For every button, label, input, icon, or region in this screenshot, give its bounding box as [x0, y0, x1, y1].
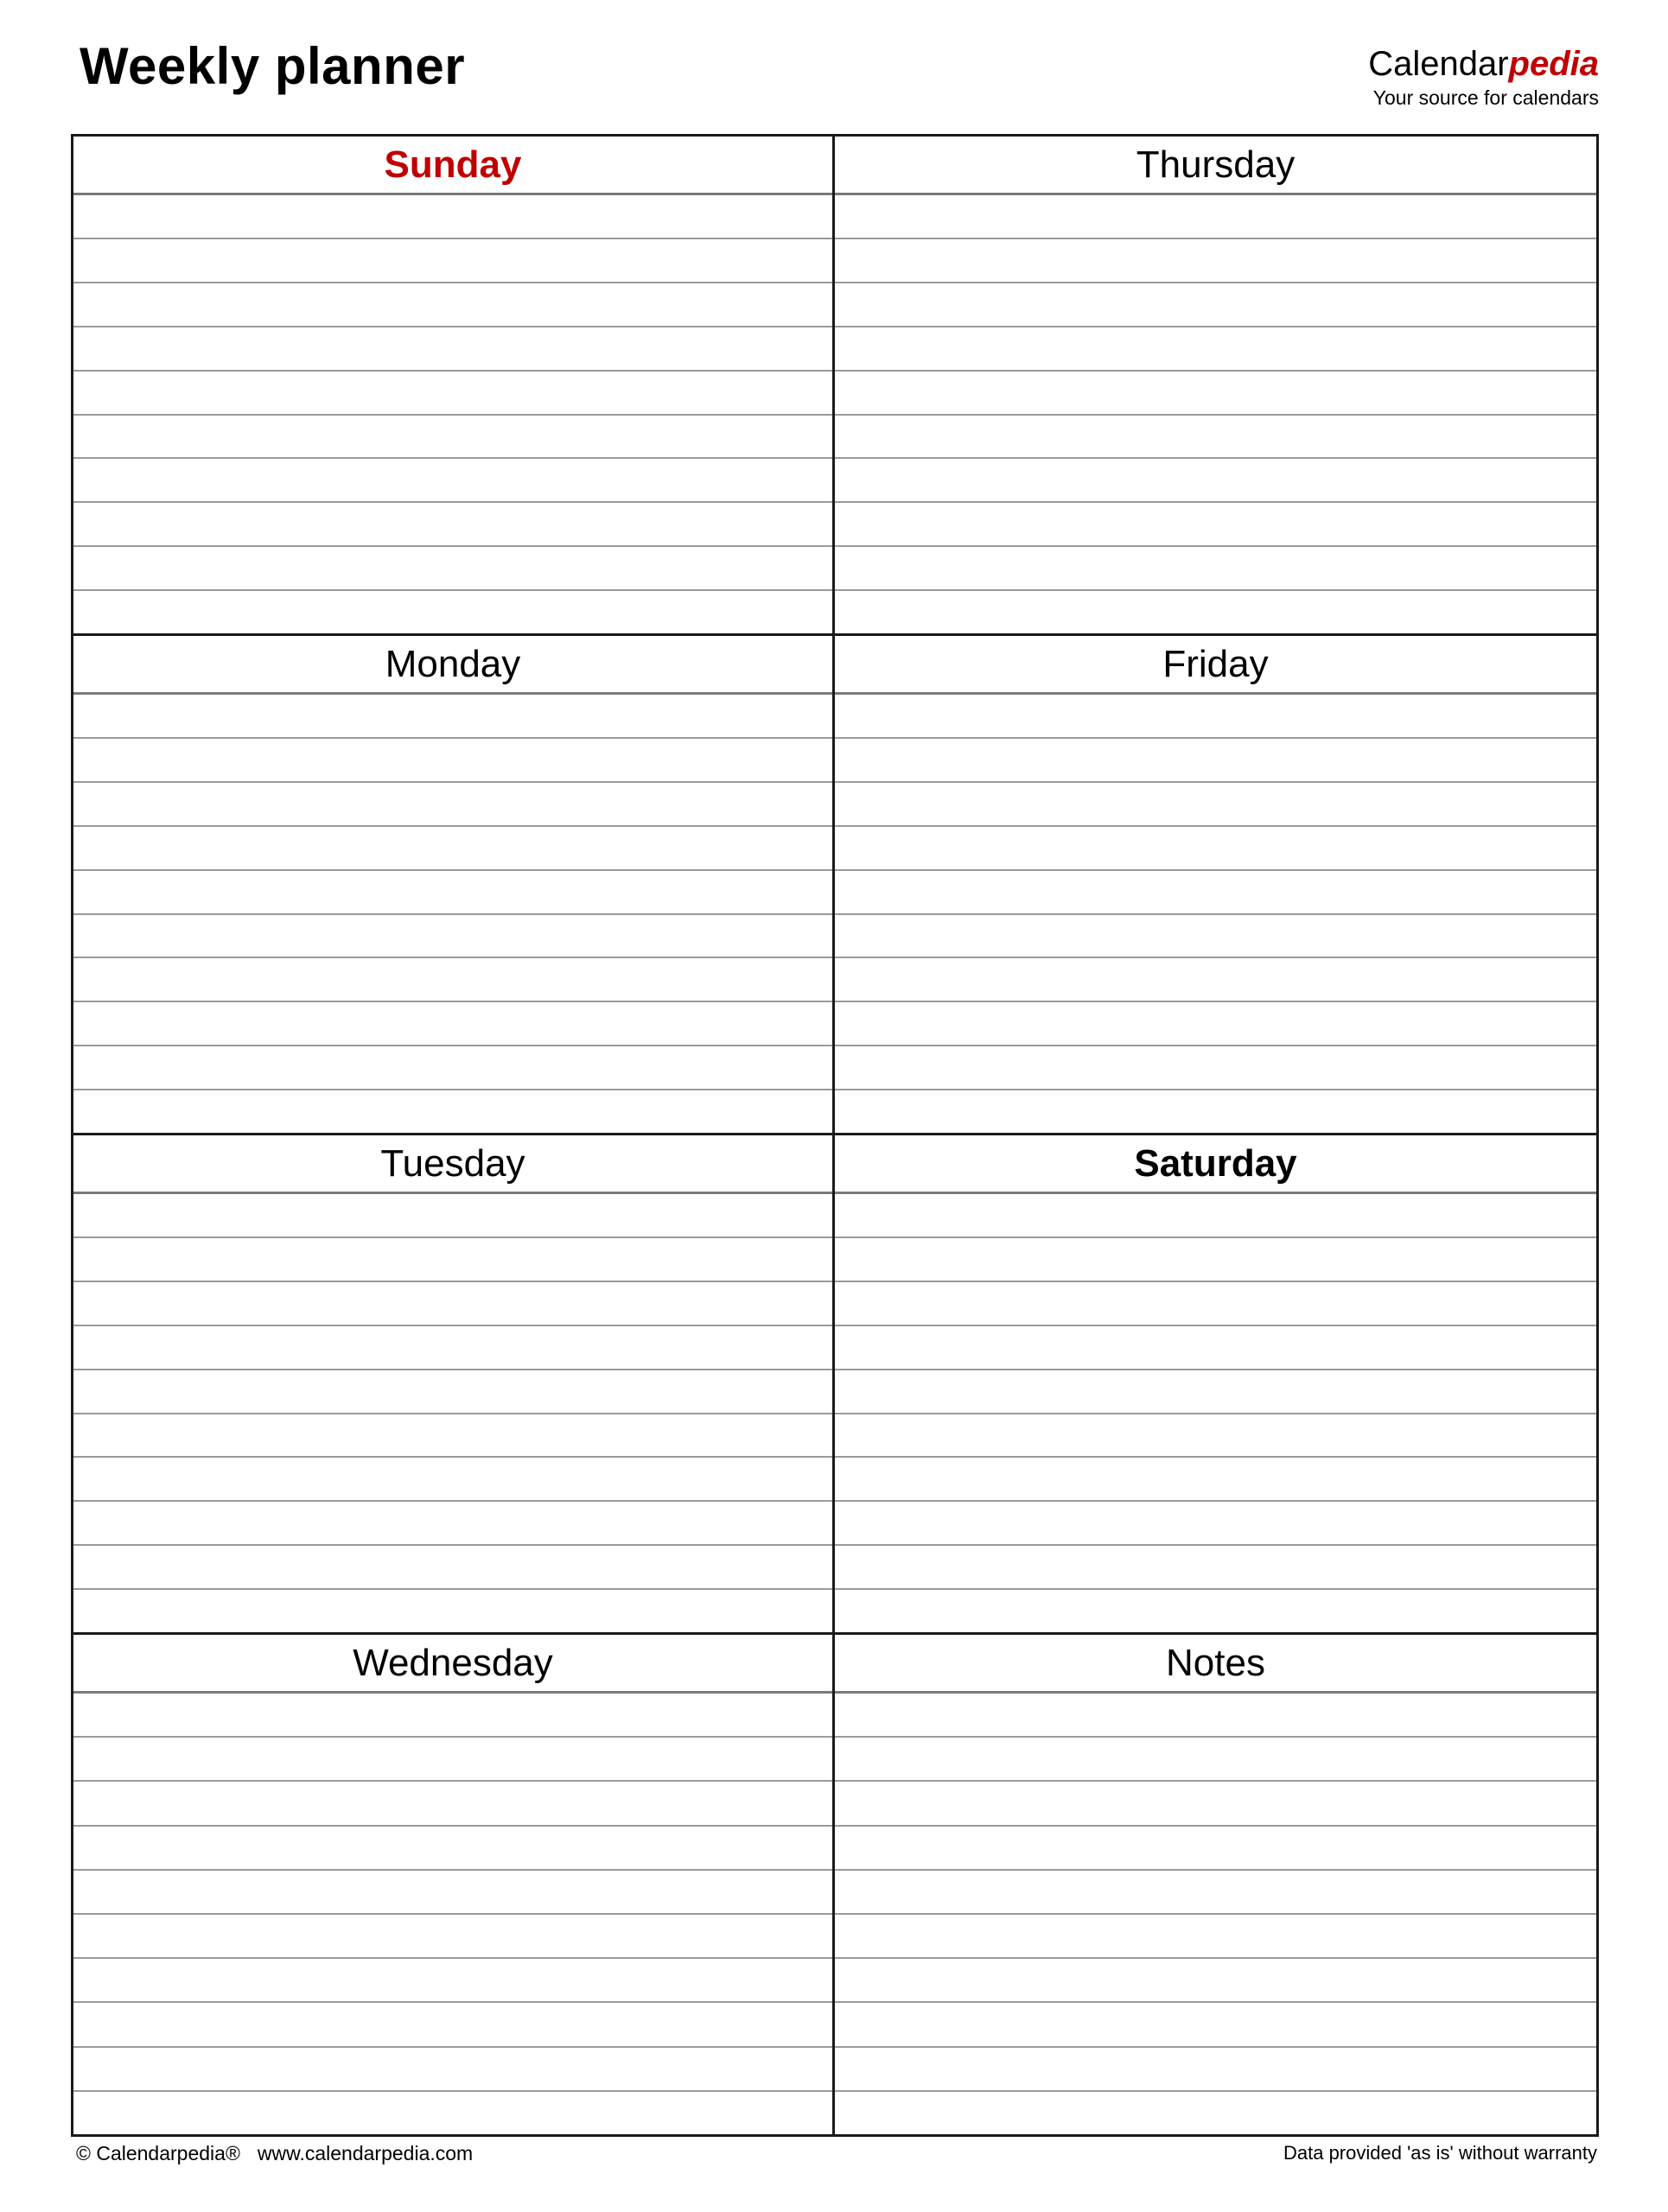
- section-tuesday: [73, 1135, 835, 1635]
- writing-line[interactable]: [73, 1370, 832, 1414]
- writing-line[interactable]: [835, 591, 1596, 633]
- writing-line[interactable]: [73, 871, 832, 915]
- writing-line[interactable]: [835, 1238, 1596, 1282]
- footer-left: [76, 2142, 473, 2165]
- day-header-friday: Friday: [835, 636, 1596, 695]
- writing-line[interactable]: [835, 372, 1596, 416]
- writing-lines[interactable]: [835, 195, 1596, 633]
- writing-line[interactable]: [835, 2048, 1596, 2092]
- writing-line[interactable]: [835, 1046, 1596, 1090]
- writing-line[interactable]: [835, 915, 1596, 959]
- writing-line[interactable]: [835, 1414, 1596, 1459]
- writing-line[interactable]: [835, 1502, 1596, 1546]
- writing-line[interactable]: [73, 1871, 832, 1915]
- writing-line[interactable]: [73, 1002, 832, 1046]
- brand-logo: [1368, 43, 1599, 109]
- writing-lines[interactable]: [73, 195, 832, 633]
- day-header-thursday: Thursday: [835, 137, 1596, 195]
- writing-line[interactable]: [835, 195, 1596, 239]
- section-notes: [835, 1635, 1596, 2134]
- writing-line[interactable]: [73, 739, 832, 783]
- writing-line[interactable]: [835, 327, 1596, 372]
- writing-line[interactable]: [835, 827, 1596, 871]
- writing-line[interactable]: [73, 827, 832, 871]
- writing-line[interactable]: [835, 547, 1596, 591]
- writing-line[interactable]: [73, 1959, 832, 2003]
- writing-line[interactable]: [835, 695, 1596, 739]
- writing-line[interactable]: [73, 1194, 832, 1238]
- writing-line[interactable]: [835, 1458, 1596, 1502]
- writing-line[interactable]: [73, 591, 832, 633]
- writing-line[interactable]: [835, 783, 1596, 827]
- day-header-notes: Notes: [835, 1635, 1596, 1694]
- writing-line[interactable]: [835, 1959, 1596, 2003]
- writing-line[interactable]: [73, 783, 832, 827]
- writing-line[interactable]: [73, 1414, 832, 1459]
- writing-line[interactable]: [835, 1326, 1596, 1370]
- writing-line[interactable]: [835, 1827, 1596, 1871]
- brand-name-part1: Calendar: [1368, 45, 1509, 83]
- writing-line[interactable]: [73, 958, 832, 1002]
- section-monday: [73, 636, 835, 1135]
- section-wednesday: [73, 1635, 835, 2134]
- footer-url[interactable]: www.calendarpedia.com: [257, 2142, 474, 2164]
- section-thursday: [835, 137, 1596, 636]
- writing-line[interactable]: [835, 1002, 1596, 1046]
- writing-line[interactable]: [835, 1282, 1596, 1326]
- writing-line[interactable]: [835, 2092, 1596, 2134]
- writing-line[interactable]: [835, 871, 1596, 915]
- writing-line[interactable]: [73, 1738, 832, 1782]
- writing-line[interactable]: [73, 1326, 832, 1370]
- brand-name-part2: pedia: [1508, 45, 1599, 83]
- writing-line[interactable]: [835, 2003, 1596, 2047]
- writing-line[interactable]: [73, 239, 832, 283]
- writing-line[interactable]: [835, 239, 1596, 283]
- writing-line[interactable]: [835, 503, 1596, 547]
- writing-line[interactable]: [73, 695, 832, 739]
- writing-lines[interactable]: [835, 1194, 1596, 1632]
- writing-line[interactable]: [73, 195, 832, 239]
- footer-disclaimer: Data provided 'as is' without warranty: [1283, 2142, 1597, 2164]
- writing-lines[interactable]: [73, 1194, 832, 1632]
- day-header-monday: Monday: [73, 636, 832, 695]
- writing-line[interactable]: [835, 1546, 1596, 1590]
- writing-line[interactable]: [835, 1370, 1596, 1414]
- day-header-wednesday: Wednesday: [73, 1635, 832, 1694]
- footer-copyright: © Calendarpedia®: [76, 2142, 240, 2164]
- writing-line[interactable]: [835, 1738, 1596, 1782]
- writing-line[interactable]: [835, 1194, 1596, 1238]
- writing-line[interactable]: [835, 416, 1596, 460]
- writing-line[interactable]: [73, 915, 832, 959]
- writing-line[interactable]: [73, 1090, 832, 1133]
- writing-line[interactable]: [835, 739, 1596, 783]
- writing-line[interactable]: [73, 283, 832, 327]
- writing-line[interactable]: [835, 1915, 1596, 1959]
- writing-line[interactable]: [835, 1871, 1596, 1915]
- writing-line[interactable]: [835, 459, 1596, 503]
- writing-line[interactable]: [73, 1546, 832, 1590]
- writing-line[interactable]: [73, 2003, 832, 2047]
- writing-line[interactable]: [73, 1046, 832, 1090]
- writing-line[interactable]: [73, 1590, 832, 1632]
- writing-line[interactable]: [73, 416, 832, 460]
- writing-line[interactable]: [835, 1090, 1596, 1133]
- writing-lines[interactable]: [73, 695, 832, 1133]
- writing-lines[interactable]: [73, 1694, 832, 2134]
- writing-line[interactable]: [73, 1282, 832, 1326]
- planner-grid: [71, 134, 1599, 2137]
- writing-lines[interactable]: [835, 1694, 1596, 2134]
- writing-line[interactable]: [73, 1458, 832, 1502]
- writing-line[interactable]: [73, 327, 832, 372]
- section-saturday: [835, 1135, 1596, 1635]
- writing-line[interactable]: [835, 1694, 1596, 1738]
- writing-line[interactable]: [835, 958, 1596, 1002]
- writing-line[interactable]: [835, 1590, 1596, 1632]
- writing-line[interactable]: [73, 1502, 832, 1546]
- writing-line[interactable]: [73, 372, 832, 416]
- day-header-saturday: Saturday: [835, 1135, 1596, 1194]
- section-friday: [835, 636, 1596, 1135]
- writing-line[interactable]: [73, 1694, 832, 1738]
- brand-name: [1368, 43, 1599, 85]
- section-sunday: [73, 137, 835, 636]
- writing-line[interactable]: [73, 1238, 832, 1282]
- writing-line[interactable]: [73, 459, 832, 503]
- writing-line[interactable]: [835, 1782, 1596, 1826]
- page-title: Weekly planner: [80, 37, 466, 95]
- writing-lines[interactable]: [835, 695, 1596, 1133]
- writing-line[interactable]: [73, 2048, 832, 2092]
- writing-line[interactable]: [73, 503, 832, 547]
- day-header-tuesday: Tuesday: [73, 1135, 832, 1194]
- writing-line[interactable]: [73, 1782, 832, 1826]
- writing-line[interactable]: [73, 547, 832, 591]
- writing-line[interactable]: [835, 283, 1596, 327]
- writing-line[interactable]: [73, 2092, 832, 2134]
- brand-tagline: Your source for calendars: [1372, 86, 1599, 109]
- writing-line[interactable]: [73, 1827, 832, 1871]
- writing-line[interactable]: [73, 1915, 832, 1959]
- day-header-sunday: Sunday: [73, 137, 832, 195]
